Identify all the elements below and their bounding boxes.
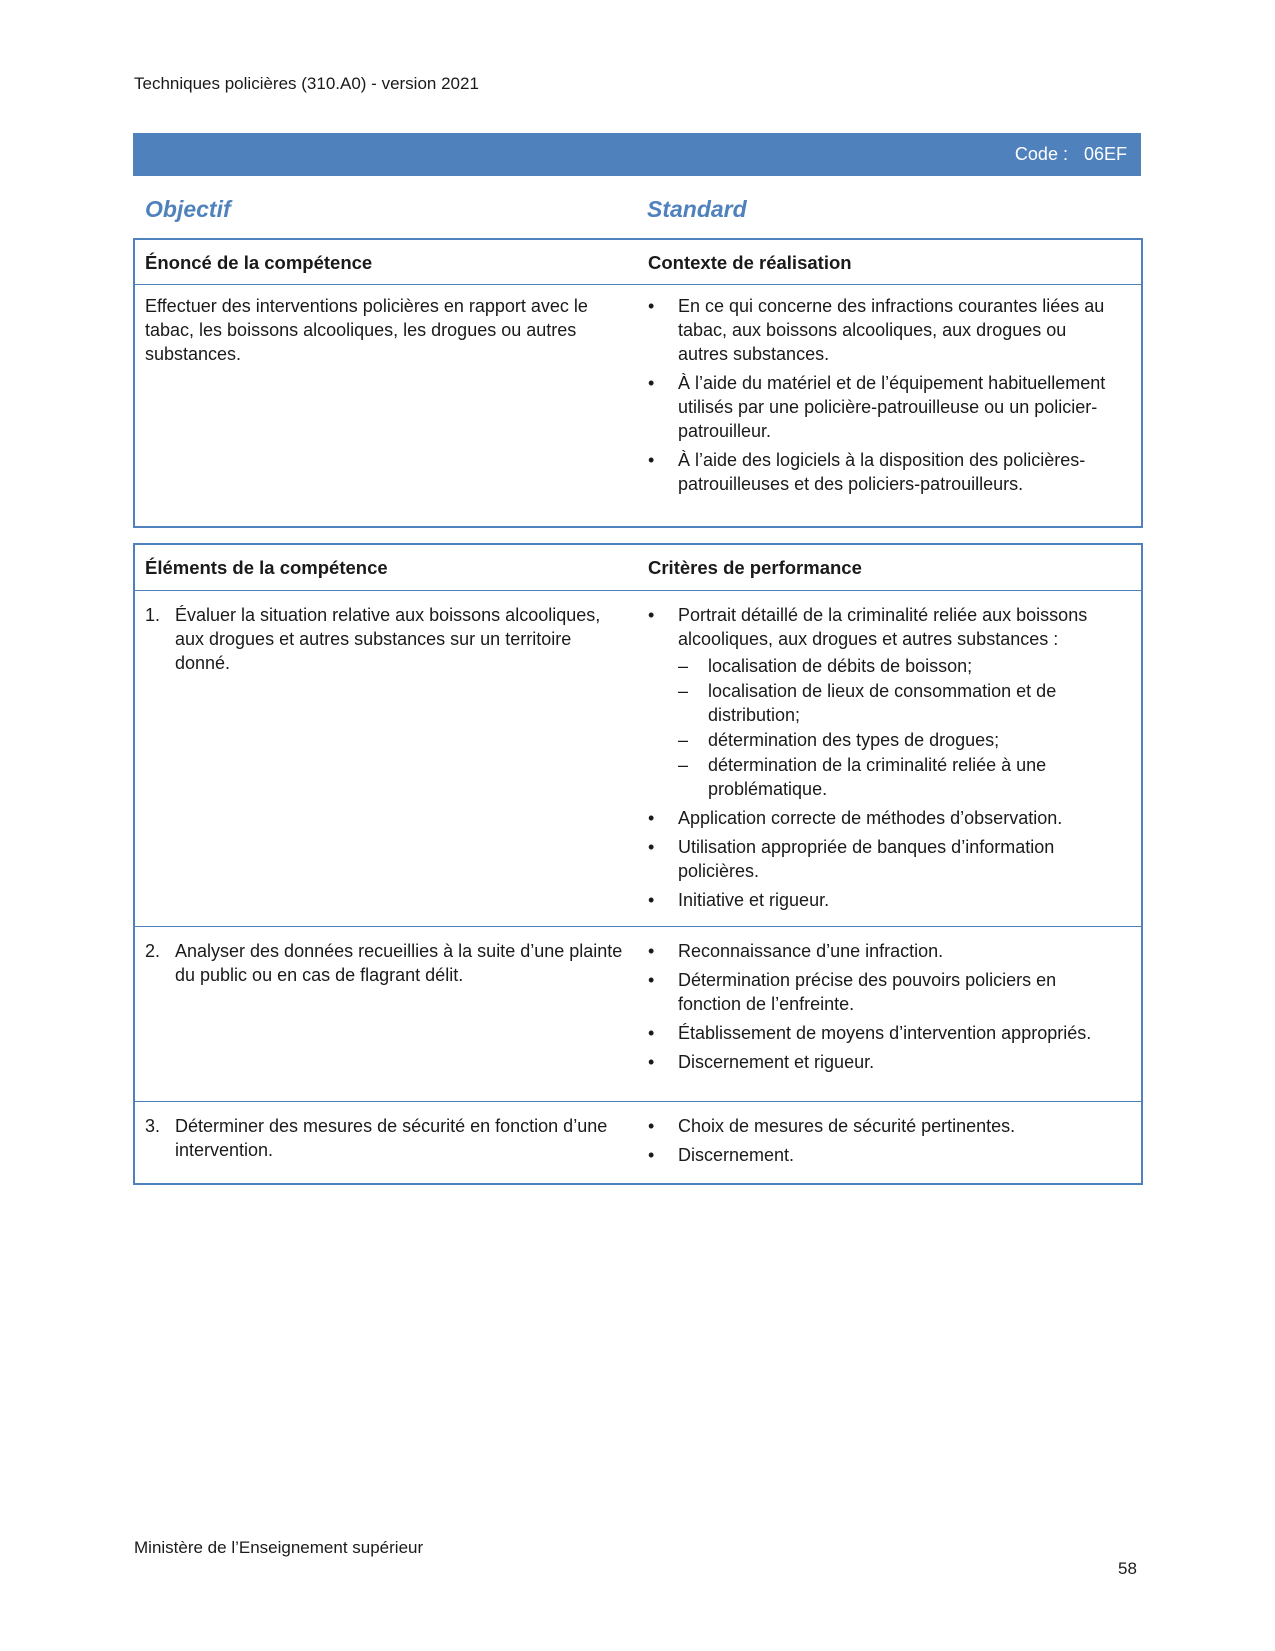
- sub-criteria-list: [678, 654, 1120, 801]
- dash-icon: –: [678, 656, 689, 676]
- dash-icon: –: [678, 681, 689, 701]
- footer-ministry: Ministère de l’Enseignement supérieur: [134, 1538, 424, 1557]
- bullet-icon: •: [648, 808, 655, 828]
- elements-table: [133, 543, 1143, 1185]
- bullet-icon: •: [648, 1023, 655, 1043]
- contexte-header: Contexte de réalisation: [648, 252, 852, 273]
- bullet-icon: •: [648, 890, 655, 910]
- element-number: 2.: [145, 941, 161, 961]
- element-number: 3.: [145, 1116, 161, 1136]
- list-item: • En ce qui concerne des infractions courantes liées au tabac, aux boissons alcooliques, aux drogues ou autres substances.: [648, 296, 1105, 364]
- page-number: 58: [1118, 1559, 1137, 1578]
- criteria-list: [648, 603, 1120, 917]
- elements-header: Éléments de la compétence: [145, 557, 388, 578]
- enonce-header: Énoncé de la compétence: [145, 252, 373, 273]
- list-item: • Choix de mesures de sécurité pertinentes.: [648, 1116, 1016, 1136]
- competency-code: [1015, 144, 1127, 165]
- dash-icon: –: [678, 730, 689, 750]
- list-item: • Portrait détaillé de la criminalité reliée aux boissons alcooliques, aux drogues et autres substances : – localisation de débits de boisson; – localisation de lieux de consommation et de distribution; – détermination des types de drogues; – détermination de la criminalité reliée à une problématique.: [648, 603, 1120, 801]
- element-text: Analyser des données recueillies à la suite d’une plainte du public ou en cas de flagrant délit.: [175, 941, 623, 985]
- list-item: • Initiative et rigueur.: [648, 890, 830, 910]
- bullet-icon: •: [648, 605, 655, 625]
- bullet-icon: •: [648, 837, 655, 857]
- dash-icon: –: [678, 755, 689, 775]
- list-item: • À l’aide des logiciels à la disposition des policières-patrouilleuses et des policiers-patrouilleurs.: [648, 450, 1086, 494]
- sub-list-item: – localisation de débits de boisson;: [678, 656, 973, 676]
- enonce-text: Effectuer des interventions policières en rapport avec le tabac, les boissons alcooliques, les drogues ou autres substances.: [145, 296, 588, 364]
- list-item: • Discernement.: [648, 1145, 795, 1165]
- document-header: Techniques policières (310.A0) - version 2021: [134, 74, 479, 93]
- element-text: Évaluer la situation relative aux boissons alcooliques, aux drogues et autres substances sur un territoire donné.: [175, 605, 601, 673]
- table-row: [135, 1101, 1141, 1182]
- sub-list-item: – détermination de la criminalité reliée à une problématique.: [678, 755, 1047, 799]
- code-label: Code :: [1014, 144, 1068, 164]
- list-item: • À l’aide du matériel et de l’équipement habituellement utilisés par une policière-patrouilleuse ou un policier-patrouilleur.: [648, 373, 1106, 441]
- element-2: [145, 939, 625, 987]
- list-item: • Détermination précise des pouvoirs policiers en fonction de l’enfreinte.: [648, 970, 1057, 1014]
- bullet-icon: •: [648, 970, 655, 990]
- table-row: [135, 591, 1141, 925]
- criteria-list: [648, 939, 1120, 1079]
- bullet-icon: •: [648, 1145, 655, 1165]
- bullet-icon: •: [648, 1052, 655, 1072]
- elements-table-header: [135, 545, 1141, 591]
- code-value: 06EF: [1083, 144, 1127, 164]
- element-number: 1.: [145, 605, 161, 625]
- bullet-icon: •: [648, 1116, 655, 1136]
- objectif-heading: Objectif: [145, 196, 231, 222]
- element-3: [145, 1114, 625, 1162]
- list-item: • Application correcte de méthodes d’observation.: [648, 808, 1063, 828]
- standard-heading: Standard: [647, 196, 747, 222]
- competence-table-header: [135, 240, 1141, 285]
- element-1: [145, 603, 625, 675]
- contexte-list: [648, 294, 1118, 501]
- list-item: • Reconnaissance d’une infraction.: [648, 941, 944, 961]
- list-item: • Utilisation appropriée de banques d’information policières.: [648, 837, 1055, 881]
- competence-table: [133, 238, 1143, 528]
- code-bar: [133, 133, 1141, 176]
- bullet-icon: •: [648, 450, 655, 470]
- bullet-icon: •: [648, 296, 655, 316]
- criteres-header: Critères de performance: [648, 557, 862, 578]
- element-text: Déterminer des mesures de sécurité en fonction d’une intervention.: [175, 1116, 608, 1160]
- table-row: [135, 926, 1141, 1101]
- bullet-icon: •: [648, 941, 655, 961]
- criteria-list: [648, 1114, 1120, 1172]
- sub-list-item: – détermination des types de drogues;: [678, 730, 1000, 750]
- bullet-icon: •: [648, 373, 655, 393]
- list-item: • Établissement de moyens d’intervention appropriés.: [648, 1023, 1092, 1043]
- list-item: • Discernement et rigueur.: [648, 1052, 875, 1072]
- sub-list-item: – localisation de lieux de consommation et de distribution;: [678, 681, 1057, 725]
- column-headings: [0, 196, 1275, 222]
